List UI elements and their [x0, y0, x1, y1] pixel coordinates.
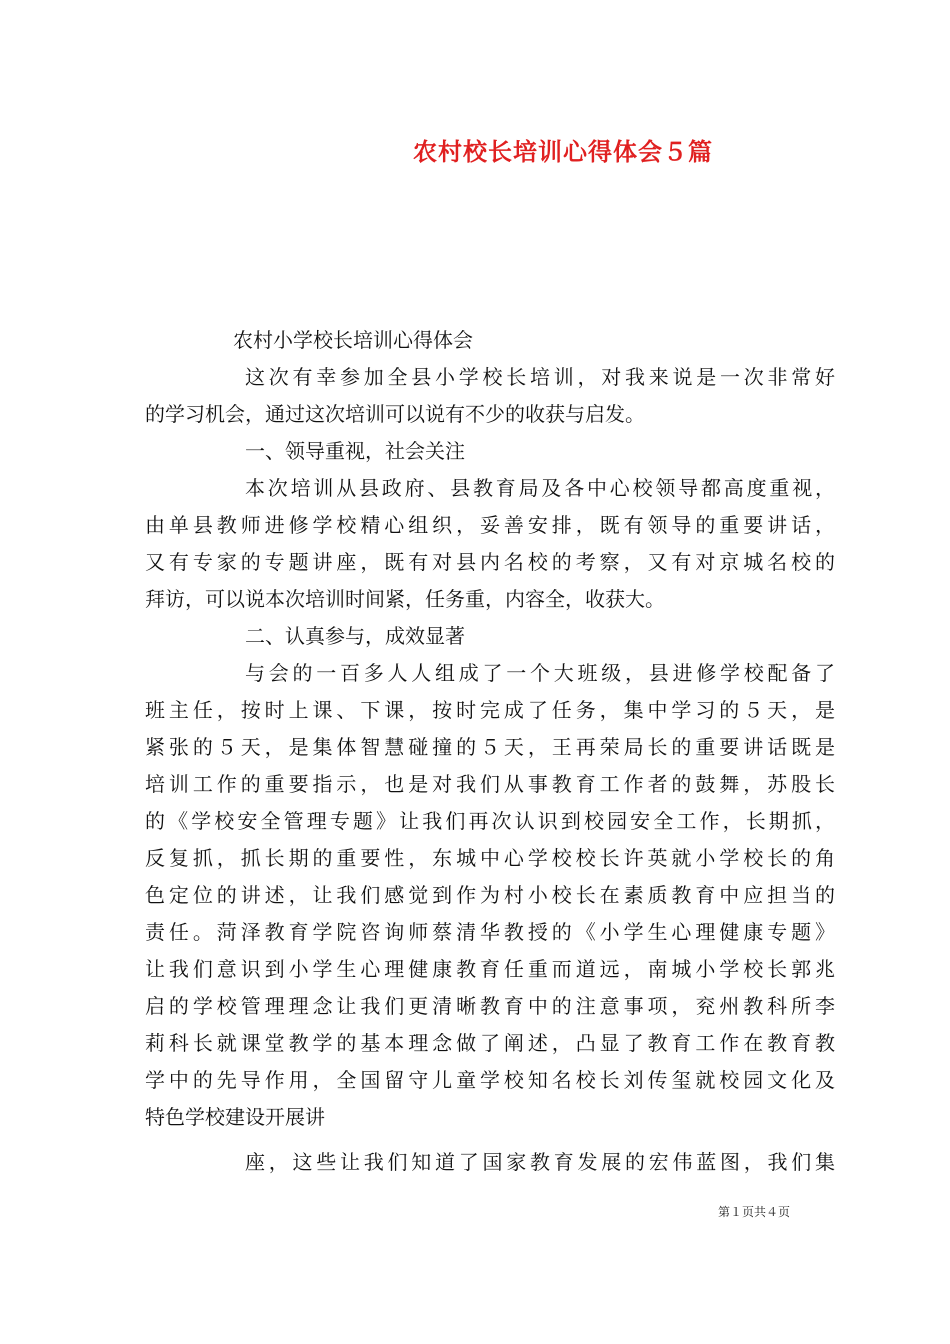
page-number: 第１页共４页 — [718, 1205, 791, 1219]
text-line: 这次有幸参加全县小学校长培训，对我来说是一次非常好 — [245, 365, 835, 389]
text-line: 让我们意识到小学生心理健康教育任重而道远，南城小学校长郭兆 — [145, 957, 835, 981]
text-line: 一、领导重视，社会关注 — [245, 439, 465, 463]
text-line: 班主任，按时上课、下课，按时完成了任务，集中学习的５天，是 — [145, 698, 835, 722]
text-line: 培训工作的重要指示，也是对我们从事教育工作者的鼓舞，苏股长 — [145, 772, 835, 796]
text-line: 责任。菏泽教育学院咨询师蔡清华教授的《小学生心理健康专题》 — [145, 920, 835, 944]
text-line: 座，这些让我们知道了国家教育发展的宏伟蓝图，我们集 — [245, 1150, 835, 1174]
text-line: 农村小学校长培训心得体会 — [233, 328, 473, 352]
text-line: 莉科长就课堂教学的基本理念做了阐述，凸显了教育工作在教育教 — [145, 1031, 835, 1055]
text-line: 本次培训从县政府、县教育局及各中心校领导都高度重视， — [245, 476, 835, 500]
text-line: 特色学校建设开展讲 — [145, 1105, 325, 1129]
document-title: 农村校长培训心得体会５篇 — [413, 137, 713, 166]
text-line: 启的学校管理理念让我们更清晰教育中的注意事项，兖州教科所李 — [145, 994, 835, 1018]
text-line: 由单县教师进修学校精心组织，妥善安排，既有领导的重要讲话， — [145, 513, 835, 537]
document-body — [145, 322, 835, 1181]
text-line: 与会的一百多人人组成了一个大班级，县进修学校配备了 — [245, 661, 835, 685]
text-line: 色定位的讲述，让我们感觉到作为村小校长在素质教育中应担当的 — [145, 883, 835, 907]
text-line: 二、认真参与，成效显著 — [245, 624, 465, 648]
text-line: 学中的先导作用，全国留守儿童学校知名校长刘传玺就校园文化及 — [145, 1068, 835, 1092]
text-line: 又有专家的专题讲座，既有对县内名校的考察，又有对京城名校的 — [145, 550, 835, 574]
text-line: 反复抓，抓长期的重要性，东城中心学校校长许英就小学校长的角 — [145, 846, 835, 870]
text-line: 拜访，可以说本次培训时间紧，任务重，内容全，收获大。 — [145, 587, 665, 611]
text-line: 紧张的５天，是集体智慧碰撞的５天，王再荣局长的重要讲话既是 — [145, 735, 835, 759]
text-line: 的《学校安全管理专题》让我们再次认识到校园安全工作，长期抓， — [145, 809, 835, 833]
text-line: 的学习机会，通过这次培训可以说有不少的收获与启发。 — [145, 402, 645, 426]
